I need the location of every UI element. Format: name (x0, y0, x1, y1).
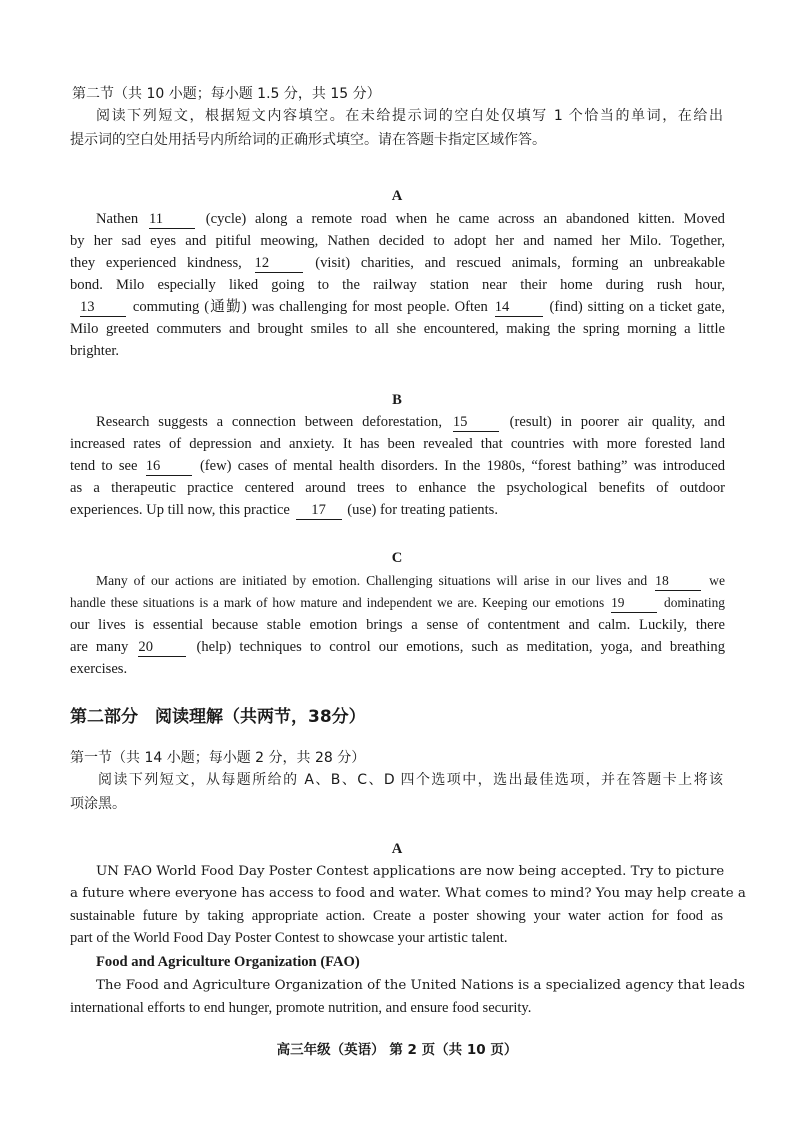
text-segment: Research suggests a connection between deforestation, (96, 414, 442, 430)
passage-b-line-3 (70, 456, 725, 476)
passage-label-b: B (392, 392, 402, 408)
blank-18: 18 (655, 572, 701, 591)
passage-c-line-2 (70, 593, 725, 613)
blank-19: 19 (611, 594, 657, 613)
reading-a-subheading: Food and Agriculture Organization (FAO) (96, 954, 360, 970)
part-heading: 第二部分 阅读理解（共两节，38分） (70, 707, 366, 727)
text-segment: (help) techniques to control our emotions, such as meditation, yoga, and breathing (196, 639, 725, 655)
text-segment: handle these situations is a mark of how mature and independent we are. Keeping our emotions (70, 595, 605, 610)
part2-instructions-line-2: 项涂黑。 (70, 796, 126, 812)
blank-17: 17 (296, 501, 342, 520)
part2-instructions-line-1: 阅读下列短文，从每题所给的 A、B、C、D 四个选项中，选出最佳选项，并在答题卡上将该 (98, 772, 723, 788)
blank-16: 16 (146, 457, 192, 476)
passage-b-line-4: as a therapeutic practice centered around trees to enhance the psychological benefits of outdoor (70, 480, 725, 496)
reading-a-line-1: UN FAO World Food Day Poster Contest applications are now being accepted. Try to picture (96, 864, 725, 879)
text-segment: (result) in poorer air quality, and (509, 414, 725, 430)
text-segment: experiences. Up till now, this practice (70, 502, 290, 518)
text-segment: commuting (通勤) was challenging for most people. Often (132, 299, 488, 315)
text-segment: are many (70, 639, 129, 655)
text-segment: Many of our actions are initiated by emotion. Challenging situations will arise in our lives and (96, 573, 648, 588)
reading-a-line-3: sustainable future by taking appropriate action. Create a poster showing your water action for food as (70, 908, 723, 924)
passage-label-a: A (391, 188, 403, 204)
blank-11: 11 (149, 210, 195, 229)
passage-c-line-3: our lives is essential because stable emotion brings a sense of contentment and calm. Luckily, there (70, 617, 725, 633)
blank-20: 20 (138, 638, 186, 657)
reading-label-a: A (391, 841, 403, 857)
passage-b-line-5 (70, 500, 498, 520)
text-segment: (visit) charities, and rescued animals, forming an unbreakable (315, 255, 726, 271)
passage-b-line-2: increased rates of depression and anxiety. It has been revealed that countries with more forested land (70, 436, 725, 452)
passage-a-line-5 (70, 297, 725, 317)
blank-12: 12 (255, 254, 303, 273)
passage-a-line-6: Milo greeted commuters and brought smiles to all she encountered, making the spring morning a little (70, 321, 725, 337)
page-footer: 高三年级（英语） 第 2 页（共 10 页） (276, 1042, 518, 1058)
text-segment: (find) sitting on a ticket gate, (549, 299, 725, 315)
text-segment: (use) for treating patients. (347, 502, 498, 518)
text-segment: Nathen (96, 211, 139, 227)
passage-b-line-1 (96, 412, 725, 432)
passage-label-c: C (391, 550, 403, 566)
reading-a-line-4: part of the World Food Day Poster Contest to showcase your artistic talent. (70, 930, 508, 946)
text-segment: they experienced kindness, (70, 255, 242, 271)
passage-a-line-3 (70, 253, 725, 273)
passage-a-line-4: bond. Milo especially liked going to the railway station near their home during rush hour, (70, 277, 725, 293)
text-segment: we (709, 573, 725, 588)
text-segment: dominating (664, 595, 725, 610)
text-segment: (cycle) along a remote road when he came across an abandoned kitten. Moved (205, 211, 725, 227)
blank-15: 15 (453, 413, 499, 432)
instructions-line-2: 提示词的空白处用括号内所给词的正确形式填空。请在答题卡指定区域作答。 (70, 132, 546, 148)
blank-13: 13 (80, 298, 126, 317)
passage-c-line-5: exercises. (70, 661, 128, 677)
passage-c-line-4 (70, 637, 725, 657)
reading-a-line-6: international efforts to end hunger, promote nutrition, and ensure food security. (70, 1000, 532, 1016)
section-heading: 第二节（共 10 小题；每小题 1.5 分，共 15 分） (72, 86, 381, 102)
passage-a-line-7: brighter. (70, 343, 120, 359)
instructions-line-1: 阅读下列短文，根据短文内容填空。在未给提示词的空白处仅填写 1 个恰当的单词，在给出 (96, 108, 723, 124)
passage-a-line-2: by her sad eyes and pitiful meowing, Nathen decided to adopt her and named her Milo. Together, (70, 233, 725, 249)
reading-a-line-2: a future where everyone has access to food and water. What comes to mind? You may help create a (70, 886, 746, 901)
subsection-heading: 第一节（共 14 小题；每小题 2 分，共 28 分） (70, 750, 366, 766)
passage-a-line-1 (96, 209, 725, 229)
passage-c-line-1 (96, 571, 725, 591)
text-segment: (few) cases of mental health disorders. In the 1980s, “forest bathing” was introduced (199, 458, 725, 474)
text-segment: tend to see (70, 458, 138, 474)
blank-14: 14 (495, 298, 543, 317)
reading-a-line-5: The Food and Agriculture Organization of the United Nations is a specialized agency that leads (96, 978, 745, 993)
